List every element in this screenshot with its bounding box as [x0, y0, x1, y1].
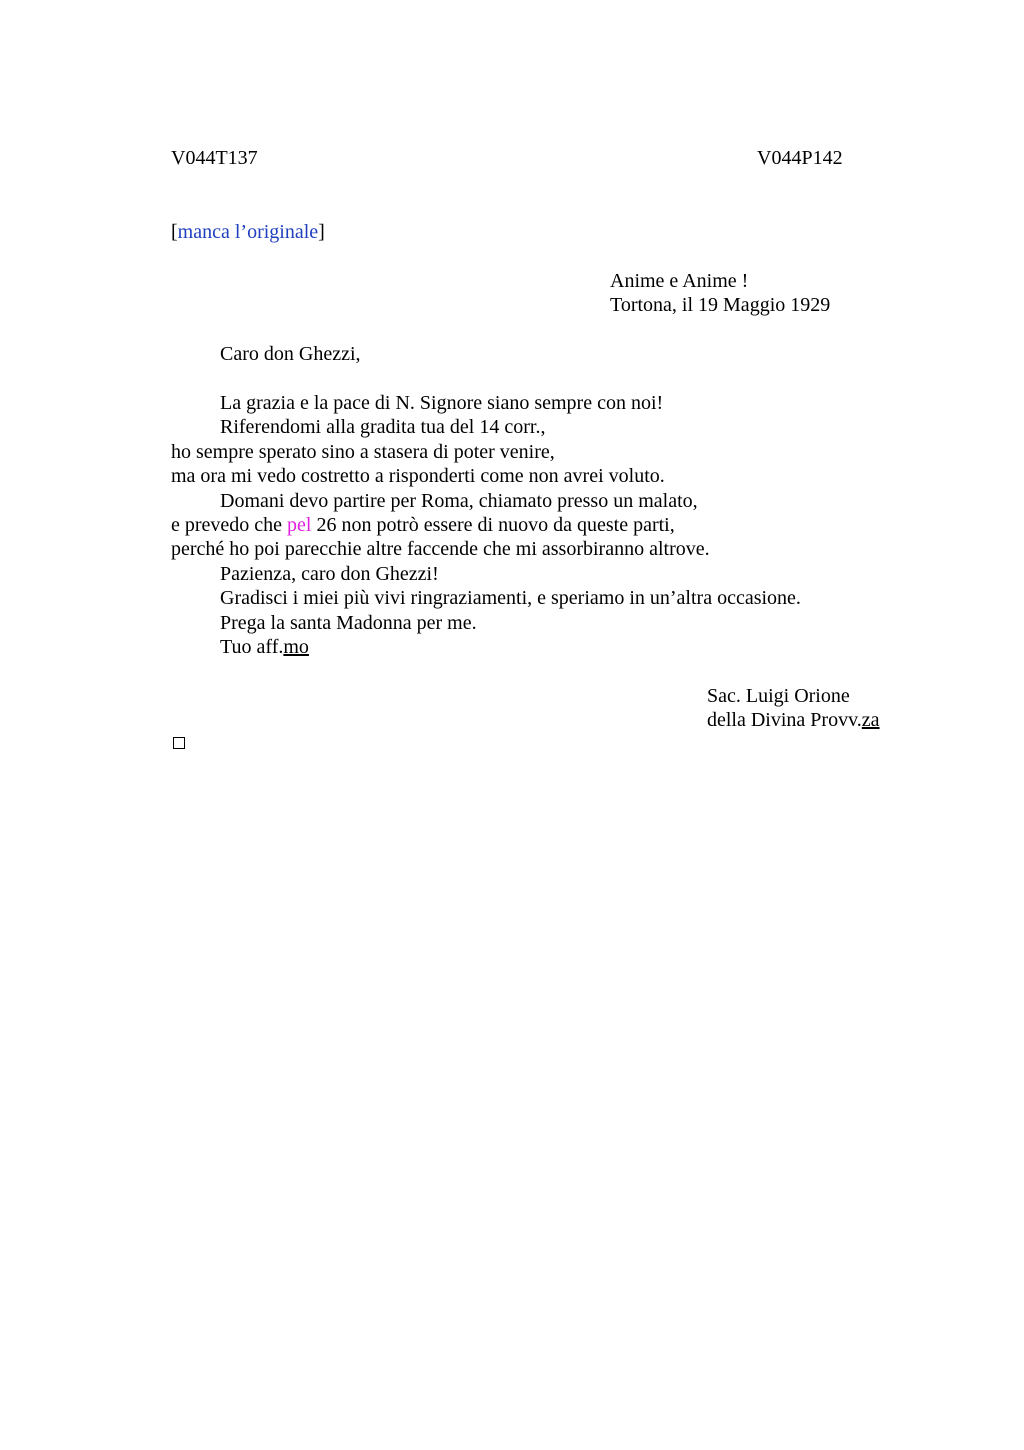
body-line: ma ora mi vedo costretto a risponderti come non avrei voluto.	[171, 465, 665, 488]
body-text: 26 non potrò essere di nuovo da queste parti,	[311, 513, 675, 536]
signature-name: Sac. Luigi Orione	[707, 685, 850, 707]
reference-code-right: V044P142	[757, 147, 843, 169]
body-text: e prevedo che	[171, 513, 288, 536]
note-bracket-close: ]	[318, 221, 325, 243]
closing-line	[171, 635, 891, 659]
letter-dateline: Tortona, il 19 Maggio 1929	[610, 294, 831, 316]
highlighted-word: pel	[287, 513, 312, 536]
letter-motto: Anime e Anime !	[610, 270, 749, 292]
signature-title-text: della Divina Provv.	[707, 709, 862, 731]
note-bracket-open: [	[171, 221, 178, 243]
letter-body	[171, 391, 891, 659]
body-line: Riferendomi alla gradita tua del 14 corr.,	[220, 416, 546, 439]
signature-title	[707, 708, 880, 732]
reference-code-left: V044T137	[171, 147, 258, 169]
body-line: Prega la santa Madonna per me.	[220, 611, 477, 634]
letter-salutation: Caro don Ghezzi,	[220, 343, 361, 365]
body-line: perché ho poi parecchie altre faccende che mi assorbiranno altrove.	[171, 538, 710, 561]
body-line: Domani devo partire per Roma, chiamato presso un malato,	[220, 489, 698, 512]
editorial-note	[171, 220, 325, 244]
signature-title-abbrev: za	[861, 709, 880, 731]
body-line	[171, 513, 891, 537]
body-line: Gradisci i miei più vivi ringraziamenti, e speriamo in un’altra occasione.	[220, 587, 801, 610]
body-line: Pazienza, caro don Ghezzi!	[220, 562, 439, 585]
body-line: La grazia e la pace di N. Signore siano sempre con noi!	[220, 392, 664, 414]
end-marker-box	[173, 737, 185, 749]
closing-abbrev: mo	[283, 635, 309, 658]
closing-text: Tuo aff.	[220, 635, 284, 658]
body-line: ho sempre sperato sino a stasera di poter venire,	[171, 440, 555, 463]
note-text: manca l’originale	[177, 221, 319, 243]
